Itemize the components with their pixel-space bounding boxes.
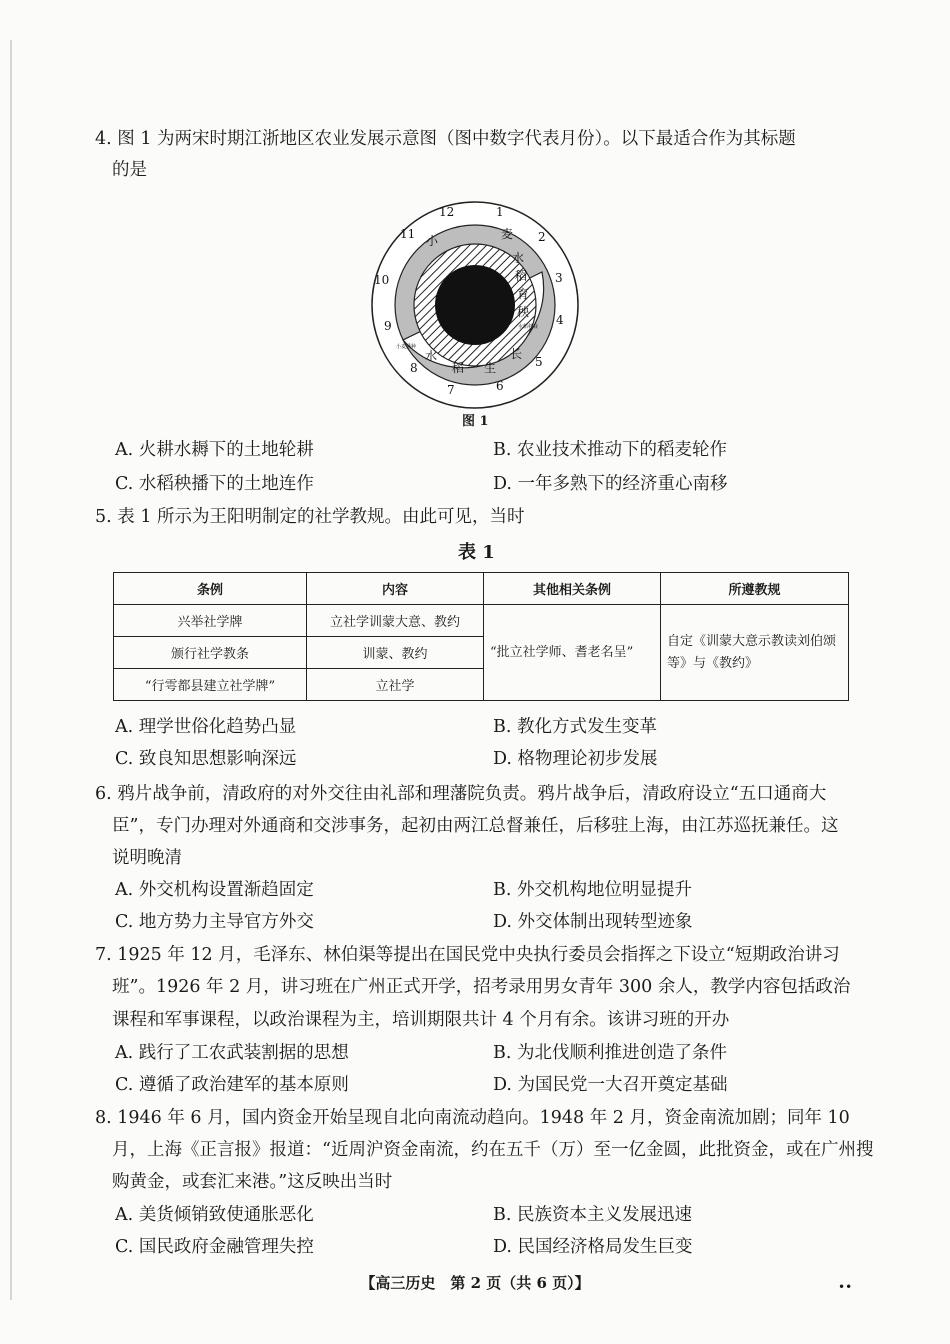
- header-related: 其他相关条例: [484, 573, 661, 605]
- growth-4: 长: [510, 347, 523, 361]
- month-2: 2: [538, 230, 546, 244]
- q7-option-d[interactable]: D. 为国民党一大召开奠定基础: [493, 1075, 728, 1095]
- month-6: 6: [496, 379, 504, 393]
- q7-option-b[interactable]: B. 为北伐顺利推进创造了条件: [493, 1043, 727, 1063]
- table-cell-related: “批立社学师、耆老名呈”: [484, 605, 661, 701]
- page-footer: 【高三历史 第 2 页（共 6 页）】: [360, 1274, 590, 1292]
- table-title: 表 1: [458, 542, 495, 563]
- table-cell: 颁行社学教条: [114, 637, 307, 669]
- table-header-row: [114, 573, 849, 605]
- month-7: 7: [447, 383, 455, 397]
- table-cell: “行雩都县建立社学牌”: [114, 669, 307, 701]
- month-1: 1: [496, 205, 504, 219]
- q4-option-c[interactable]: C. 水稻秧播下的土地连作: [115, 474, 314, 494]
- wheat-label-mai: 麦: [501, 227, 514, 241]
- q4-stem-line1: 4. 图 1 为两宋时期江浙地区农业发展示意图（图中数字代表月份）。以下最适合作为其标题: [95, 129, 796, 149]
- q5-stem-line1: 5. 表 1 所示为王阳明制定的社学教规。由此可见，当时: [95, 507, 525, 527]
- q6-stem-line1: 6. 鸦片战争前，清政府的对外交往由礼部和理藩院负责。鸦片战争后，清政府设立“五口通商大: [95, 784, 827, 804]
- q8-option-d[interactable]: D. 民国经济格局发生巨变: [493, 1237, 693, 1257]
- figure-caption: 图 1: [462, 414, 489, 429]
- q6-option-c[interactable]: C. 地方势力主导官方外交: [115, 912, 314, 932]
- q6-option-a[interactable]: A. 外交机构设置渐趋固定: [115, 880, 314, 900]
- seedling-1: 水: [512, 251, 525, 265]
- q5-option-c[interactable]: C. 致良知思想影响深远: [115, 749, 297, 769]
- table-cell: 立社学训蒙大意、教约: [307, 605, 484, 637]
- month-10: 10: [374, 273, 390, 287]
- small-label-right: 水稻移栽: [518, 324, 539, 330]
- center-disk: [435, 265, 515, 345]
- month-9: 9: [384, 319, 392, 333]
- growth-3: 生: [484, 361, 497, 375]
- growth-2: 稻: [452, 361, 465, 375]
- header-rules: 所遵教规: [661, 573, 849, 605]
- month-8: 8: [410, 361, 418, 375]
- q6-stem-line3: 说明晚清: [112, 848, 182, 868]
- teaching-rules-table: [113, 572, 849, 701]
- q8-stem-line2: 月，上海《正言报》报道：“近周沪资金南流，约在五千（万）至一亿金圆，此批资金，或在广州搜: [112, 1140, 874, 1160]
- month-12: 12: [439, 205, 455, 219]
- q6-option-d[interactable]: D. 外交体制出现转型迹象: [493, 912, 693, 932]
- agriculture-cycle-diagram: [370, 200, 580, 410]
- month-5: 5: [535, 355, 543, 369]
- seedling-3: 育: [517, 287, 530, 301]
- month-11: 11: [400, 227, 416, 241]
- q8-option-a[interactable]: A. 美货倾销致使通胀恶化: [115, 1205, 314, 1225]
- q8-stem-line1: 8. 1946 年 6 月，国内资金开始呈现自北向南流动趋向。1948 年 2 月，资金南流加剧；同年 10: [95, 1108, 850, 1128]
- header-articles: 条例: [114, 573, 307, 605]
- q4-option-b[interactable]: B. 农业技术推动下的稻麦轮作: [493, 440, 727, 460]
- q6-stem-line2: 臣”，专门办理对外通商和交涉事务，起初由两江总督兼任，后移驻上海，由江苏巡抚兼任。这: [112, 816, 839, 836]
- seedling-4: 秧: [517, 305, 530, 319]
- wheat-label-xiao: 小: [426, 234, 439, 248]
- q8-stem-line3: 购黄金，或套汇来港。”这反映出当时: [112, 1172, 393, 1192]
- q7-stem-line3: 课程和军事课程，以政治课程为主，培训期限共计 4 个月有余。该讲习班的开办: [112, 1010, 730, 1030]
- growth-1: 水: [425, 349, 438, 363]
- header-content: 内容: [307, 573, 484, 605]
- q7-option-c[interactable]: C. 遵循了政治建军的基本原则: [115, 1075, 349, 1095]
- page-edge-shadow: [10, 40, 12, 1300]
- q4-option-d[interactable]: D. 一年多熟下的经济重心南移: [493, 474, 728, 494]
- q8-option-b[interactable]: B. 民族资本主义发展迅速: [493, 1205, 692, 1225]
- table-row: [114, 605, 849, 637]
- q6-option-b[interactable]: B. 外交机构地位明显提升: [493, 880, 692, 900]
- month-4: 4: [556, 313, 564, 327]
- q4-stem-line2: 的是: [112, 160, 147, 180]
- month-3: 3: [555, 271, 563, 285]
- seedling-2: 稻: [515, 269, 528, 283]
- q8-option-c[interactable]: C. 国民政府金融管理失控: [115, 1237, 314, 1257]
- q7-stem-line1: 7. 1925 年 12 月，毛泽东、林伯渠等提出在国民党中央执行委员会指挥之下设立“短期政治讲习: [95, 945, 840, 965]
- q5-option-b[interactable]: B. 教化方式发生变革: [493, 717, 657, 737]
- q7-stem-line2: 班”。1926 年 2 月，讲习班在广州正式开学，招考录用男女青年 300 余人，教学内容包括政治: [112, 977, 851, 997]
- corner-mark: ••: [838, 1280, 853, 1294]
- table-cell-rules: 自定《训蒙大意示教读刘伯颂等》与《教约》: [661, 605, 849, 701]
- q7-option-a[interactable]: A. 践行了工农武装割据的思想: [115, 1043, 349, 1063]
- q5-option-d[interactable]: D. 格物理论初步发展: [493, 749, 658, 769]
- table-cell: 立社学: [307, 669, 484, 701]
- q4-option-a[interactable]: A. 火耕水耨下的土地轮耕: [115, 440, 314, 460]
- table-cell: 兴举社学牌: [114, 605, 307, 637]
- table-cell: 训蒙、教约: [307, 637, 484, 669]
- small-label-left: 小麦播种: [396, 344, 417, 350]
- q5-option-a[interactable]: A. 理学世俗化趋势凸显: [115, 717, 297, 737]
